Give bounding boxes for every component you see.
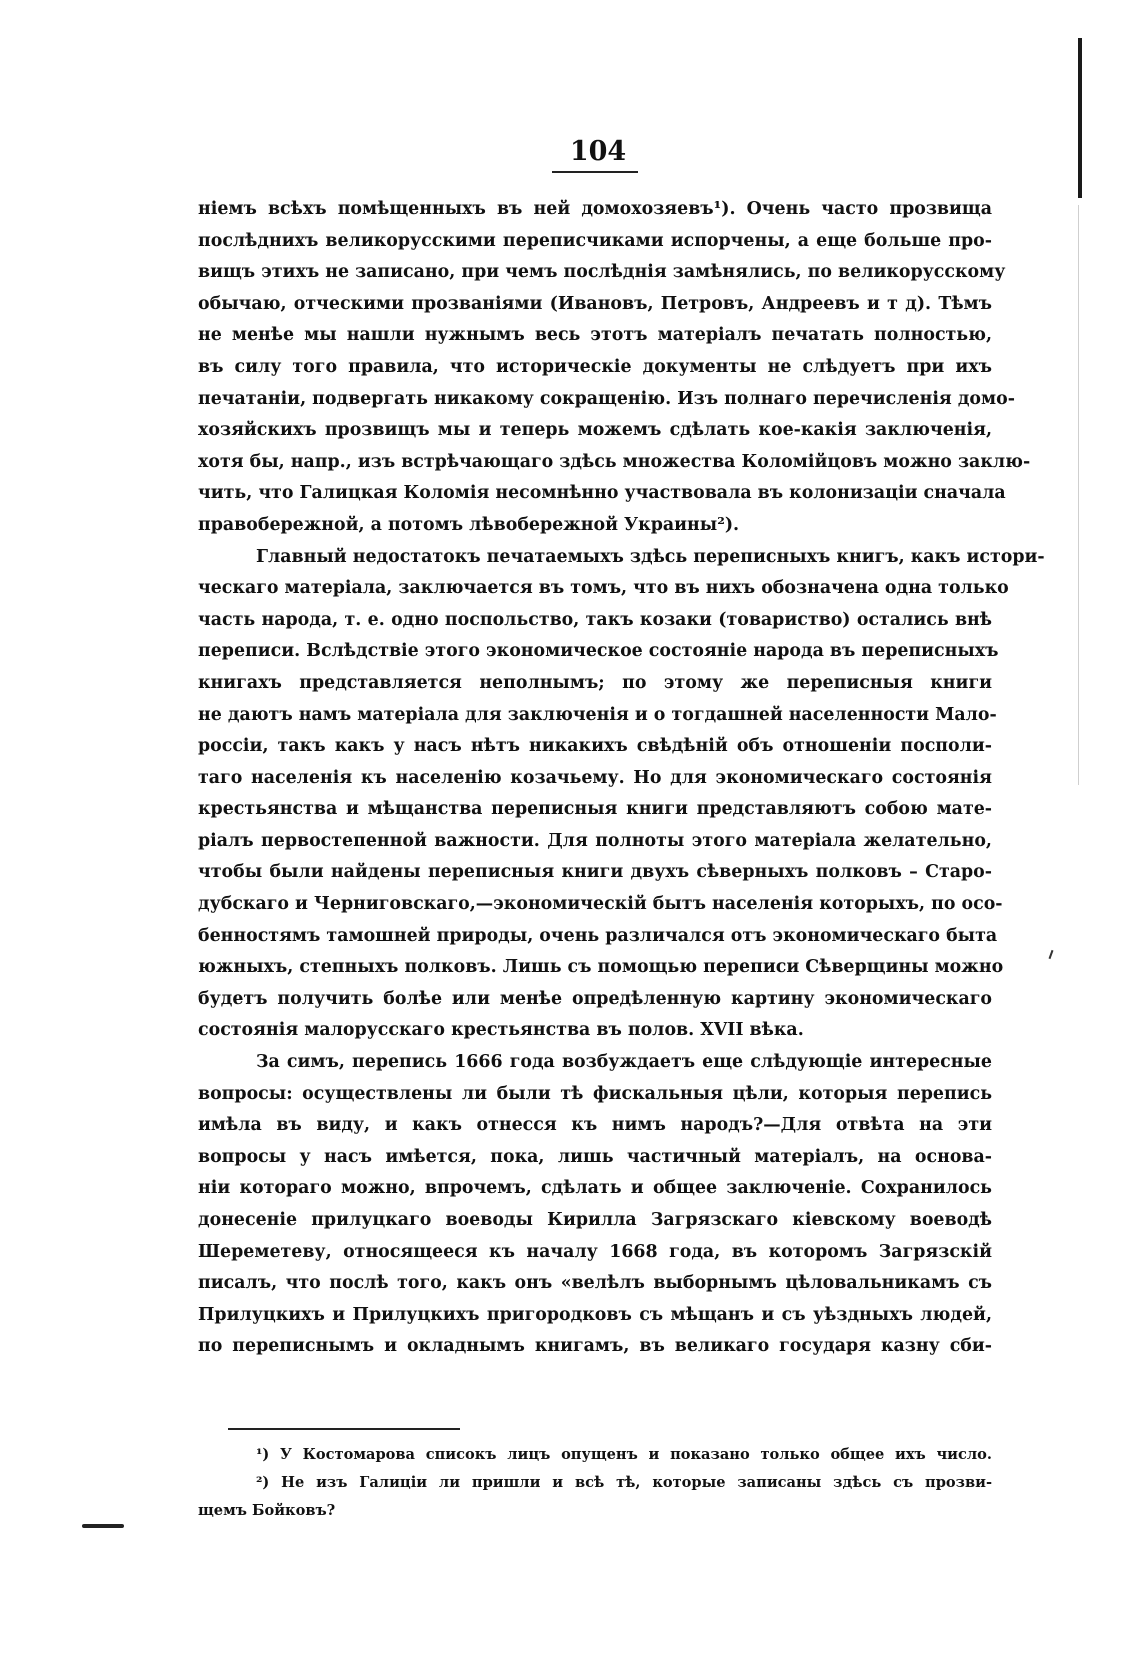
text-line: не даютъ намъ матеріала для заключенія и о тогдашней населенности Мало-	[198, 704, 997, 725]
footnote-2-continuation: щемъ Бойковъ?	[198, 1502, 336, 1519]
text-line: Шереметеву, относящееся къ началу 1668 года, въ которомъ Загрязскій	[198, 1241, 992, 1262]
text-line: обычаю, отческими прозваніями (Ивановъ, Петровъ, Андреевъ и т д). Тѣмъ	[198, 293, 992, 314]
text-line: ніемъ всѣхъ помѣщенныхъ въ ней домохозяевъ¹). Очень часто прозвища	[198, 199, 992, 219]
footnotes	[198, 1441, 992, 1525]
scan-speck	[1049, 950, 1054, 959]
scan-margin-mark	[82, 1524, 124, 1528]
footnote-1: ¹) У Костомарова списокъ лицъ опущенъ и показано только общее ихъ число.	[256, 1446, 992, 1463]
text-line: чтобы были найдены переписныя книги двухъ сѣверныхъ полковъ – Старо-	[198, 862, 992, 883]
text-line: имѣла въ виду, и какъ отнесся къ нимъ народъ?—Для отвѣта на эти	[198, 1115, 992, 1136]
main-text	[198, 194, 1045, 1363]
text-line: Прилуцкихъ и Прилуцкихъ пригородковъ съ мѣщанъ и съ уѣздныхъ людей,	[198, 1304, 992, 1325]
text-line: въ силу того правила, что историческіе документы не слѣдуетъ при ихъ	[198, 356, 992, 377]
text-line: крестьянства и мѣщанства переписныя книги представляютъ собою мате-	[198, 799, 992, 820]
page-number-underline	[552, 171, 638, 173]
text-line: россіи, такъ какъ у насъ нѣтъ никакихъ свѣдѣній объ отношеніи посполи-	[198, 736, 992, 757]
text-line: чить, что Галицкая Коломія несомнѣнно участвовала въ колонизаціи сначала	[198, 483, 1006, 504]
text-line: ческаго матеріала, заключается въ томъ, что въ нихъ обозначена одна только	[198, 578, 1009, 599]
text-line: южныхъ, степныхъ полковъ. Лишь съ помощью переписи Сѣверщины можно	[198, 957, 1004, 978]
text-line: состоянія малорусскаго крестьянства въ полов. XVII вѣка.	[198, 1020, 804, 1041]
text-line: писалъ, что послѣ того, какъ онъ «велѣлъ выборнымъ цѣловальникамъ съ	[198, 1273, 992, 1294]
paragraph-start-line: Главный недостатокъ печатаемыхъ здѣсь переписныхъ книгъ, какъ истори-	[256, 546, 1045, 567]
text-line: ніи котораго можно, впрочемъ, сдѣлать и общее заключеніе. Сохранилось	[198, 1178, 992, 1199]
page-edge-rule	[1078, 38, 1082, 198]
text-line: бенностямъ тамошней природы, очень различался отъ экономическаго быта	[198, 925, 998, 946]
text-line: по переписнымъ и окладнымъ книгамъ, въ великаго государя казну сби-	[198, 1336, 992, 1357]
text-line: хозяйскихъ прозвищъ мы и теперь можемъ сдѣлать кое-какія заключенія,	[198, 420, 992, 441]
text-line: ріалъ первостепенной важности. Для полноты этого матеріала желательно,	[198, 830, 992, 851]
text-line: вищъ этихъ не записано, при чемъ послѣднія замѣнялись, по великорусскому	[198, 262, 1006, 283]
text-line: хотя бы, напр., изъ встрѣчающаго здѣсь множества Коломійцовъ можно заклю-	[198, 451, 1031, 472]
footnote-2: ²) Не изъ Галиціи ли пришли и всѣ тѣ, которые записаны здѣсь съ прозви-	[256, 1474, 992, 1491]
footnote-separator	[228, 1428, 460, 1430]
page-edge-shadow	[1078, 205, 1079, 785]
text-line: вопросы у насъ имѣется, пока, лишь частичный матеріалъ, на основа-	[198, 1146, 992, 1167]
text-line: не менѣе мы нашли нужнымъ весь этотъ матеріалъ печатать полностью,	[198, 325, 992, 346]
text-line: дубскаго и Черниговскаго,—экономическій бытъ населенія которыхъ, по осо-	[198, 894, 1003, 915]
paragraph-start-line: За симъ, перепись 1666 года возбуждаетъ еще слѣдующіе интересные	[256, 1052, 992, 1073]
text-line: часть народа, т. е. одно поспольство, такъ козаки (товариство) остались внѣ	[198, 609, 992, 630]
text-line: правобережной, а потомъ лѣвобережной Украины²).	[198, 514, 740, 535]
text-line: донесеніе прилуцкаго воеводы Кирилла Загрязскаго кіевскому воеводѣ	[198, 1210, 992, 1230]
text-line: будетъ получить болѣе или менѣе опредѣленную картину экономическаго	[198, 988, 992, 1009]
text-line: печатаніи, подвергать никакому сокращенію. Изъ полнаго перечисленія домо-	[198, 388, 1015, 409]
page-number: 104	[569, 136, 627, 167]
text-line: таго населенія къ населенію козачьему. Но для экономическаго состоянія	[198, 767, 992, 788]
text-line: книгахъ представляется неполнымъ; по этому же переписныя книги	[198, 672, 992, 693]
text-line: послѣднихъ великорусскими переписчиками испорчены, а еще больше про-	[198, 230, 992, 251]
text-line: переписи. Вслѣдствіе этого экономическое состояніе народа въ переписныхъ	[198, 641, 999, 662]
text-line: вопросы: осуществлены ли были тѣ фискальныя цѣли, которыя перепись	[198, 1083, 992, 1104]
